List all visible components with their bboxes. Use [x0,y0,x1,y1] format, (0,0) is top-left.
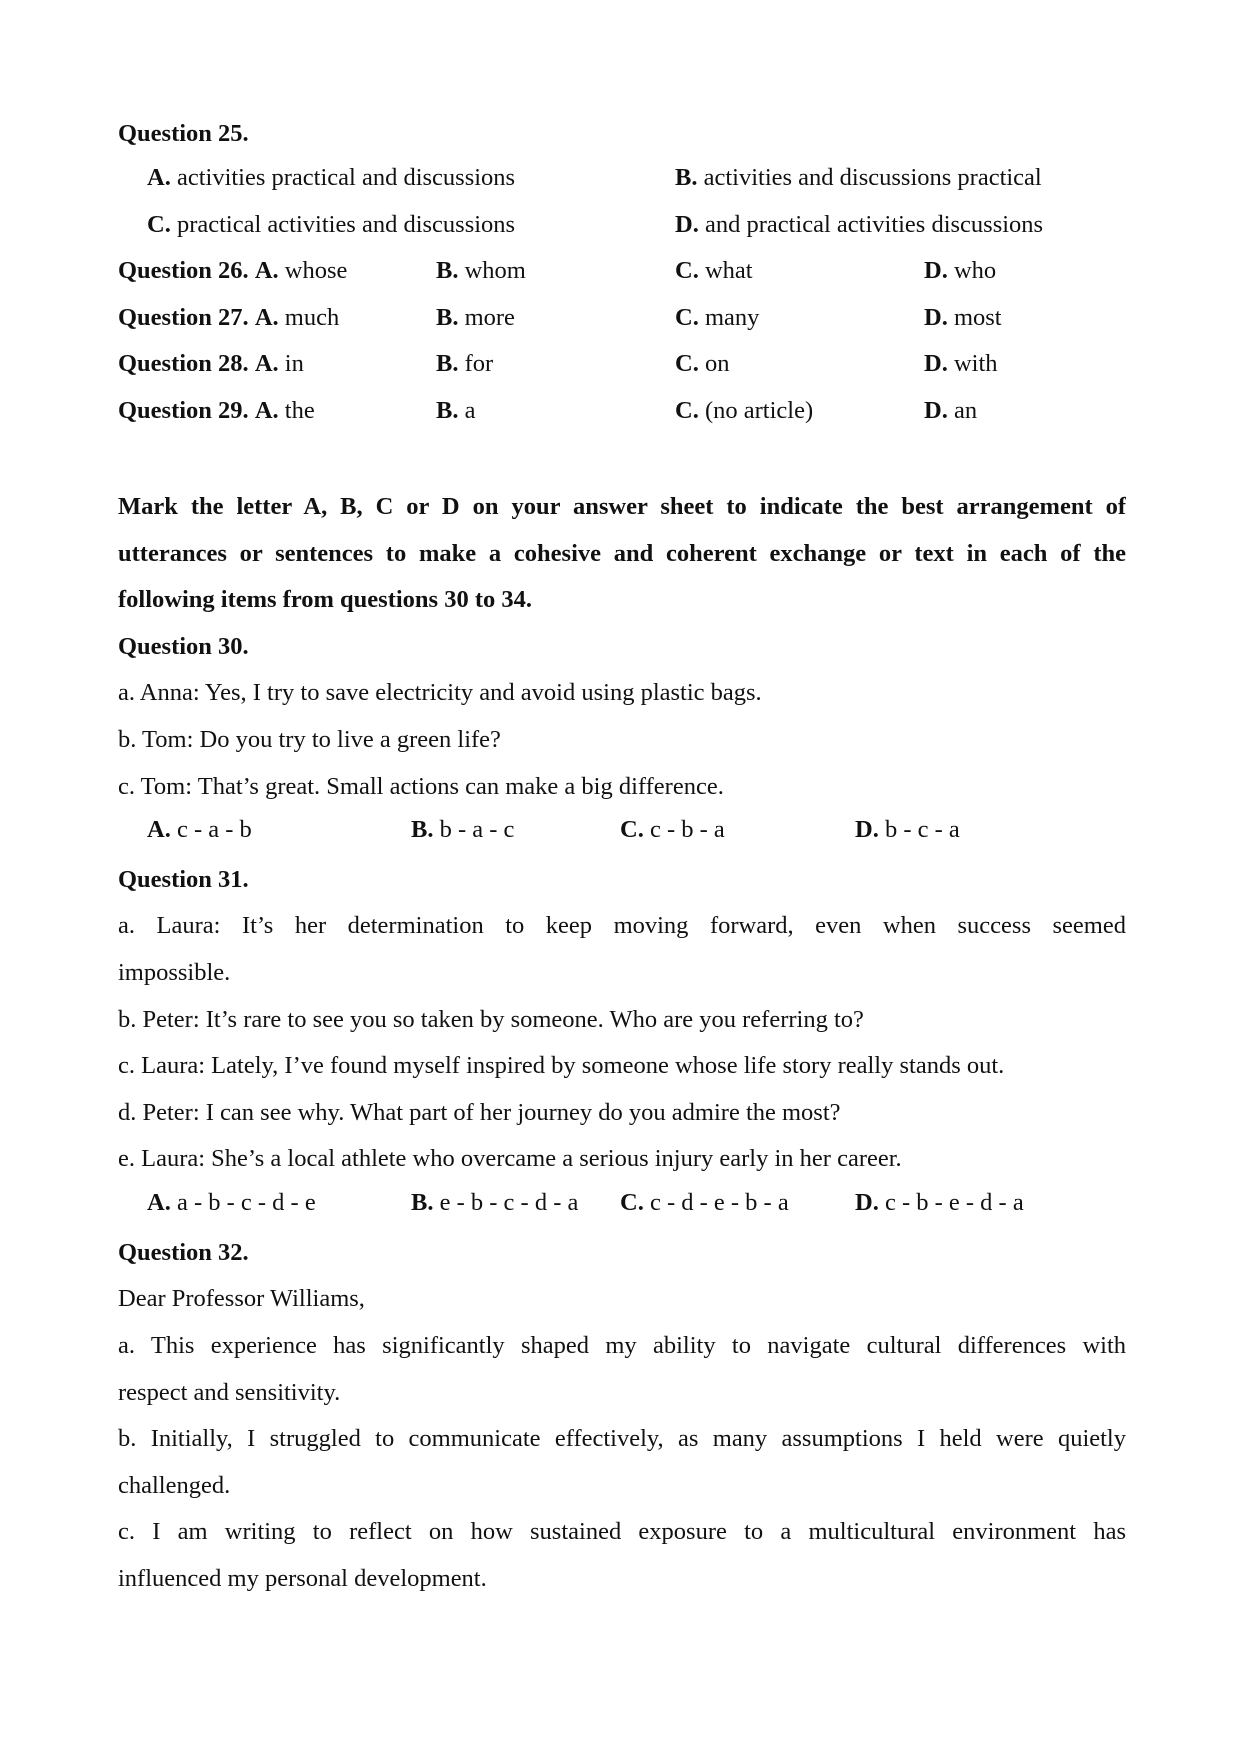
q31-line-e: e. Laura: She’s a local athlete who overcame a serious injury early in her career. [118,1145,902,1172]
question-29: Question 29. A. the [118,397,315,424]
q26-option-d: D. who [924,257,997,284]
instruction-line-1: Mark the letter A, B, C or D on your answer sheet to indicate the best arrangement of [118,493,1126,520]
q30-line-b: b. Tom: Do you try to live a green life? [118,726,501,753]
q32-line-a: a. This experience has significantly shaped my ability to navigate cultural differences with [118,1332,1126,1359]
q25-option-b: B. activities and discussions practical [675,164,1042,191]
q31-line-c: c. Laura: Lately, I’ve found myself inspired by someone whose life story really stands out. [118,1052,1005,1079]
q31-line-a: a. Laura: It’s her determination to keep moving forward, even when success seemed [118,912,1126,939]
q31-option-c: C. c - d - e - b - a [620,1189,789,1216]
q28-option-c: C. on [675,350,730,377]
q30-option-b: B. b - a - c [411,816,515,843]
q26-option-c: C. what [675,257,753,284]
question-31-heading: Question 31. [118,866,249,893]
q28-option-d: D. with [924,350,998,377]
q26-option-b: B. whom [436,257,526,284]
q30-line-c: c. Tom: That’s great. Small actions can make a big difference. [118,773,724,800]
q27-option-b: B. more [436,304,515,331]
question-28: Question 28. A. in [118,350,304,377]
q31-option-a: A. a - b - c - d - e [147,1189,316,1216]
q31-line-d: d. Peter: I can see why. What part of her journey do you admire the most? [118,1099,841,1126]
q31-line-a-cont: impossible. [118,959,231,986]
instruction-line-3: following items from questions 30 to 34. [118,586,532,613]
q29-option-b: B. a [436,397,476,424]
q29-option-c: C. (no article) [675,397,814,424]
q31-option-b: B. e - b - c - d - a [411,1189,579,1216]
q30-option-d: D. b - c - a [855,816,960,843]
question-26: Question 26. A. whose [118,257,348,284]
q25-option-a: A. activities practical and discussions [147,164,516,191]
q27-option-c: C. many [675,304,760,331]
q32-line-c-cont: influenced my personal development. [118,1565,487,1592]
q30-option-a: A. c - a - b [147,816,252,843]
question-30-heading: Question 30. [118,633,249,660]
question-27: Question 27. A. much [118,304,340,331]
q32-line-a-cont: respect and sensitivity. [118,1379,341,1406]
q30-option-c: C. c - b - a [620,816,725,843]
q32-salutation: Dear Professor Williams, [118,1285,365,1312]
q32-line-b: b. Initially, I struggled to communicate effectively, as many assumptions I held were quietly [118,1425,1126,1452]
q25-option-d: D. and practical activities discussions [675,211,1044,238]
q27-option-d: D. most [924,304,1002,331]
q32-line-b-cont: challenged. [118,1472,231,1499]
q28-option-b: B. for [436,350,494,377]
instruction-line-2: utterances or sentences to make a cohesive and coherent exchange or text in each of the [118,540,1126,567]
question-25-heading: Question 25. [118,120,249,147]
q29-option-d: D. an [924,397,978,424]
q30-line-a: a. Anna: Yes, I try to save electricity and avoid using plastic bags. [118,679,762,706]
q31-line-b: b. Peter: It’s rare to see you so taken by someone. Who are you referring to? [118,1006,864,1033]
q31-option-d: D. c - b - e - d - a [855,1189,1024,1216]
q32-line-c: c. I am writing to reflect on how sustained exposure to a multicultural environment has [118,1518,1126,1545]
q25-option-c: C. practical activities and discussions [147,211,516,238]
question-32-heading: Question 32. [118,1239,249,1266]
